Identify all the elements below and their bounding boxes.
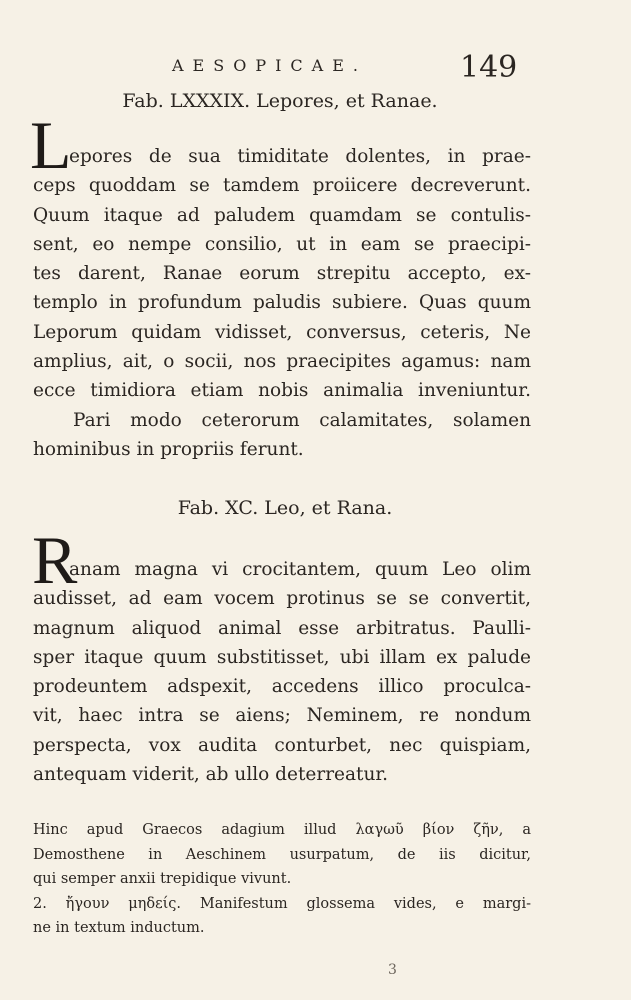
fable-89-text — [33, 142, 531, 464]
page-number: 149 — [460, 50, 518, 85]
footnote-line: qui semper anxii trepidique vivunt. — [33, 871, 292, 887]
text-line: templo in profundum paludis subiere. Quas quum — [33, 292, 531, 314]
signature-mark: 3 — [388, 962, 397, 978]
fable-90-text — [33, 555, 531, 789]
text-line: perspecta, vox audita conturbet, nec quispiam, — [33, 734, 531, 756]
drop-cap-l: L — [30, 107, 72, 183]
text-line: Pari modo ceterorum calamitates, solamen — [73, 409, 531, 431]
running-title: AESOPICAE. — [172, 56, 367, 75]
footnote-line: Hinc apud Graecos adagium illud λαγωῦ βίον ζῆν, a — [33, 822, 531, 838]
text-line: audisset, ad eam vocem protinus se se convertit, — [33, 588, 531, 610]
footnote-line: 2. ἤγουν μηδείς. Manifestum glossema vides, e margi- — [33, 895, 531, 912]
text-line: prodeuntem adspexit, accedens illico proculca- — [33, 676, 531, 698]
text-line: Leporum quidam vidisset, conversus, ceteris, Ne — [33, 321, 531, 343]
fable-90-title: Fab. XC. Leo, et Rana. — [177, 497, 393, 519]
footnote-line: Demosthene in Aeschinem usurpatum, de iis dicitur, — [33, 846, 531, 863]
drop-cap-r: R — [32, 522, 78, 598]
text-line: sent, eo nempe consilio, ut in eam se praecipi- — [33, 233, 531, 255]
text-line: magnum aliquod animal esse arbitratus. Paulli- — [33, 617, 531, 639]
text-line: ceps quoddam se tamdem proiicere decreverunt. — [33, 175, 531, 197]
text-line: sper itaque quum substitisset, ubi illam ex palude — [33, 646, 531, 668]
text-line: epores de sua timiditate dolentes, in prae- — [69, 146, 531, 167]
text-line: amplius, ait, o socii, nos praecipites agamus: nam — [33, 351, 531, 373]
text-line: ecce timidiora etiam nobis animalia inveniuntur. — [33, 380, 531, 402]
text-line: vit, haec intra se aiens; Neminem, re nondum — [33, 705, 531, 727]
running-head — [0, 50, 631, 85]
footnotes — [33, 818, 531, 941]
footnote-line: ne in textum inductum. — [33, 920, 205, 936]
text-line: antequam viderit, ab ullo deterreatur. — [33, 764, 389, 786]
text-line: hominibus in propriis ferunt. — [33, 438, 304, 460]
text-line: anam magna vi crocitantem, quum Leo olim — [69, 559, 531, 580]
fable-89-title: Fab. LXXXIX. Lepores, et Ranae. — [122, 90, 438, 112]
text-line: Quum itaque ad paludem quamdam se contulis- — [33, 204, 531, 226]
text-line: tes darent, Ranae eorum strepitu accepto, ex- — [33, 263, 531, 285]
